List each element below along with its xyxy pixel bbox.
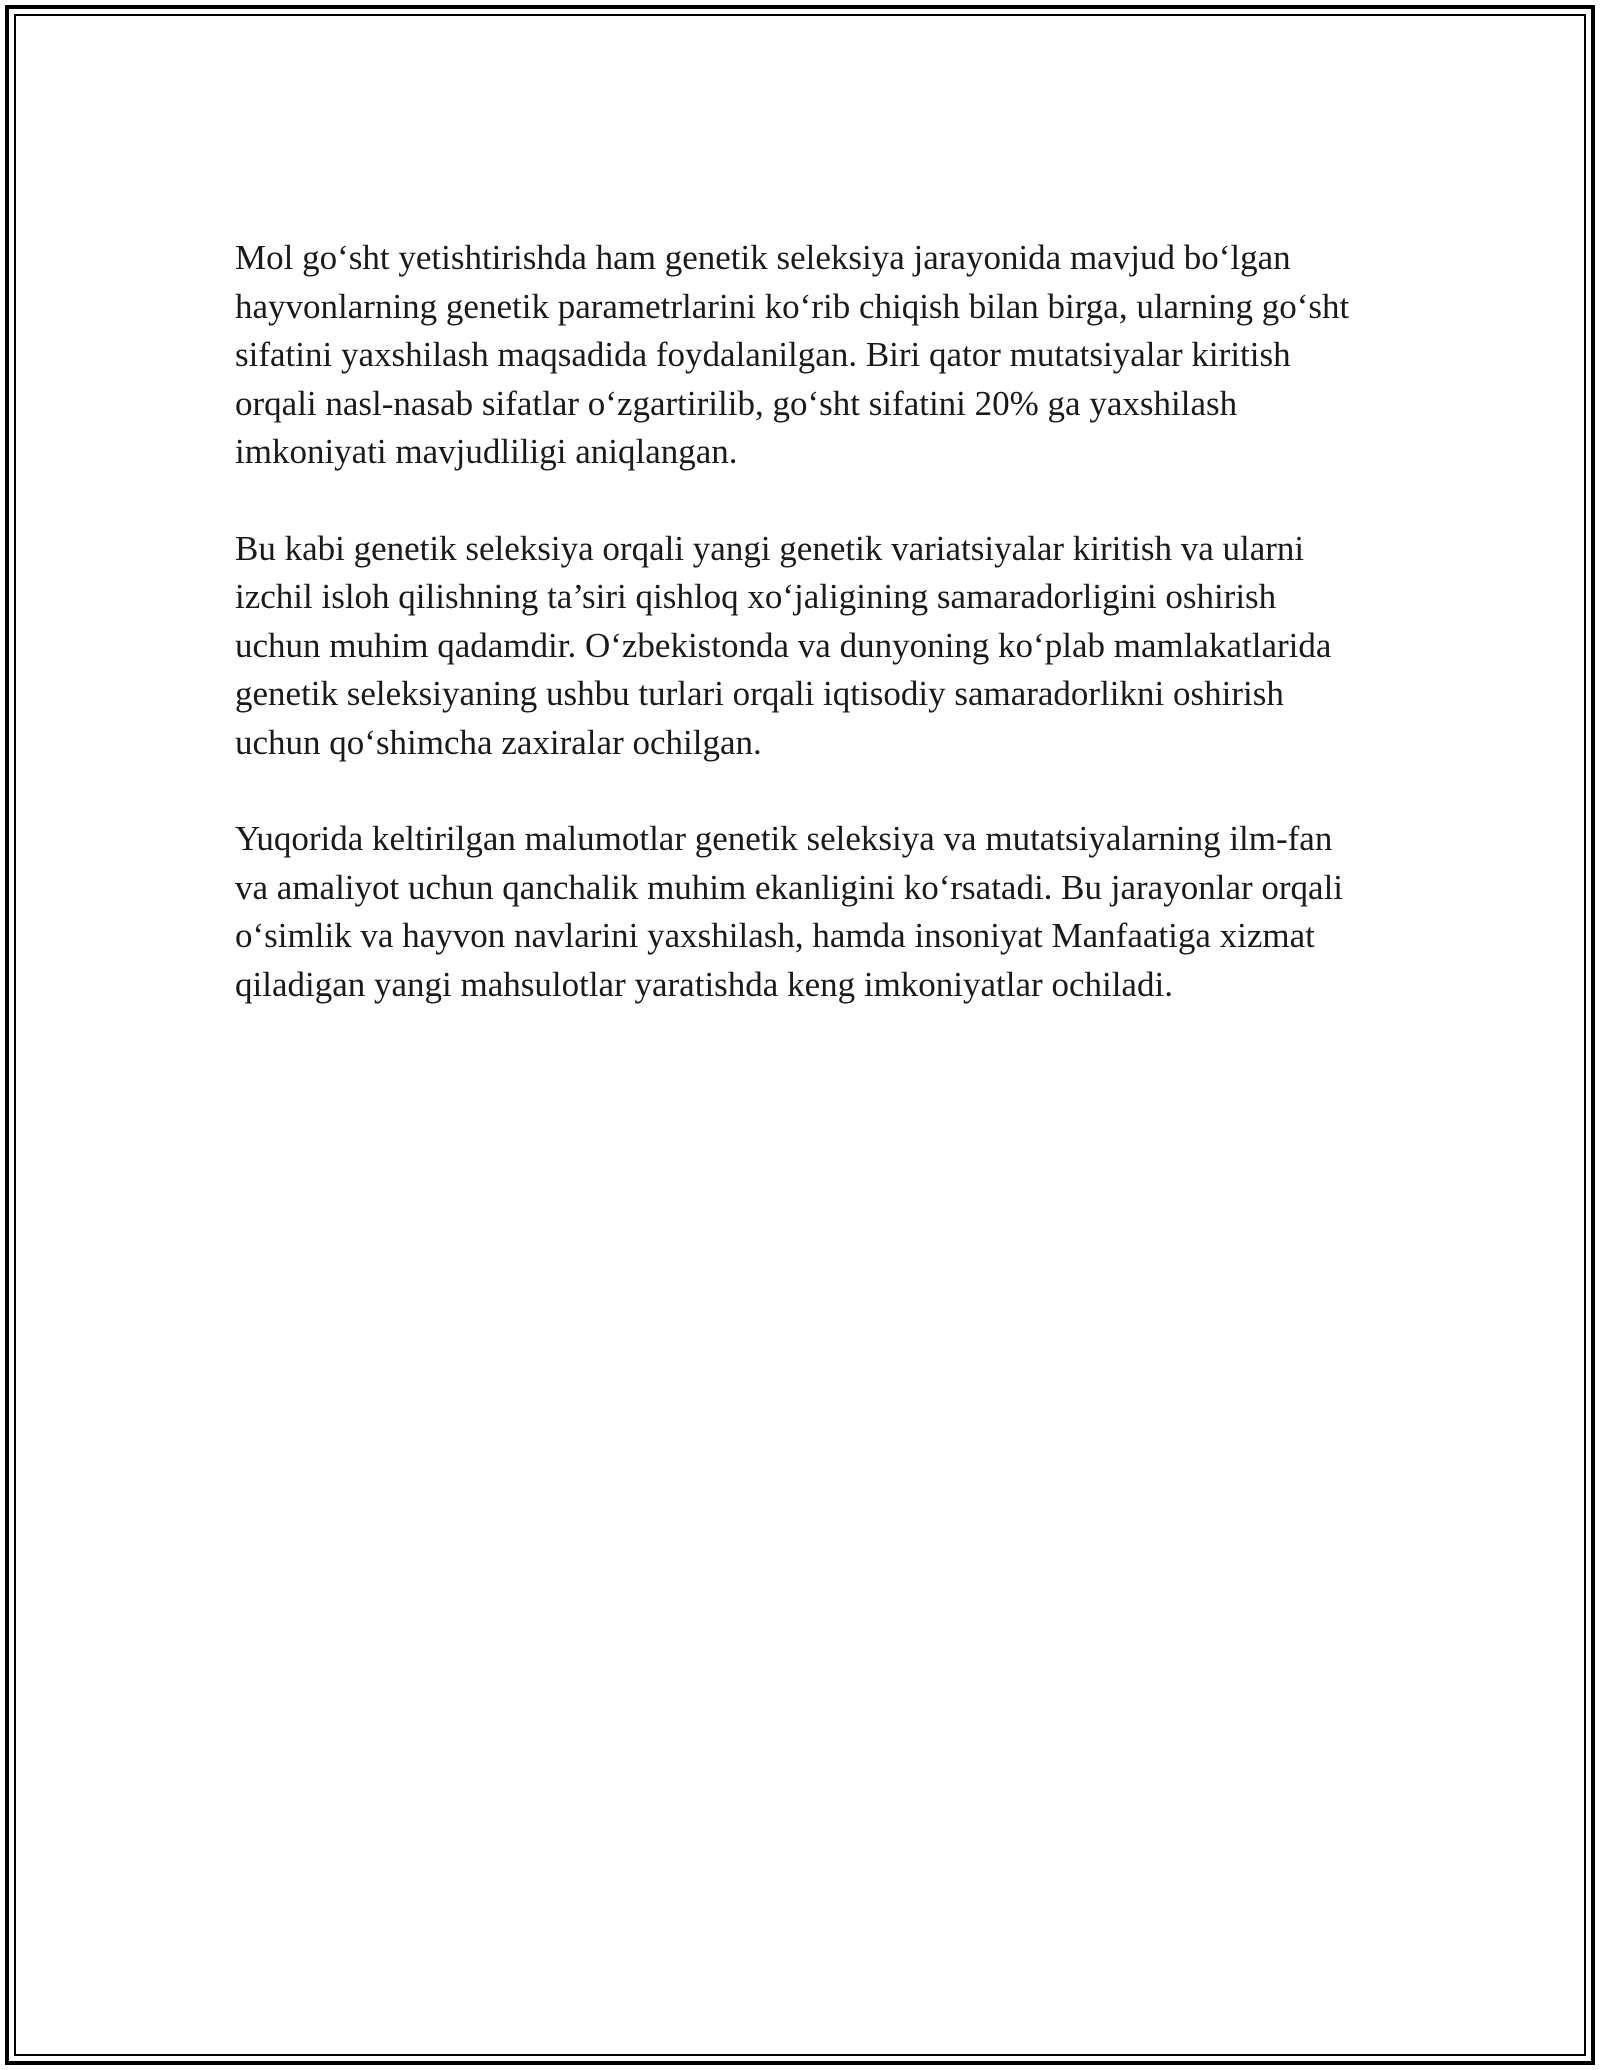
paragraph-meat-breeding: Mol go‘sht yetishtirishda ham genetik seleksiya jarayonida mavjud bo‘lgan hayvonlarning genetik parametrlarini ko‘rib chiqish bilan birga, ularning go‘sht sifatini yaxshilash maqsadida foydalanilgan. Biri qator mutatsiyalar kiritish orqali nasl-nasab sifatlar o‘zgartirilib, go‘sht sifatini 20% ga yaxshilash imkoniyati mavjudliligi aniqlangan. (235, 238, 1350, 471)
document-body (235, 234, 1365, 1057)
paragraph-agriculture-efficiency: Bu kabi genetik seleksiya orqali yangi genetik variatsiyalar kiritish va ularni izchil isloh qilishning ta’siri qishloq xo‘jaligining samaradorligini oshirish uchun muhim qadamdir. O‘zbekistonda va dunyoning ko‘plab mamlakatlarida genetik seleksiyaning ushbu turlari orqali iqtisodiy samaradorlikni oshirish uchun qo‘shimcha zaxiralar ochilgan. (235, 528, 1332, 762)
paragraph-conclusion: Yuqorida keltirilgan malumotlar genetik seleksiya va mutatsiyalarning ilm-fan va amaliyot uchun qanchalik muhim ekanligini ko‘rsatadi. Bu jarayonlar orqali o‘simlik va hayvon navlarini yaxshilash, hamda insoniyat Manfaatiga xizmat qiladigan yangi mahsulotlar yaratishda keng imkoniyatlar ochiladi. (235, 819, 1344, 1004)
